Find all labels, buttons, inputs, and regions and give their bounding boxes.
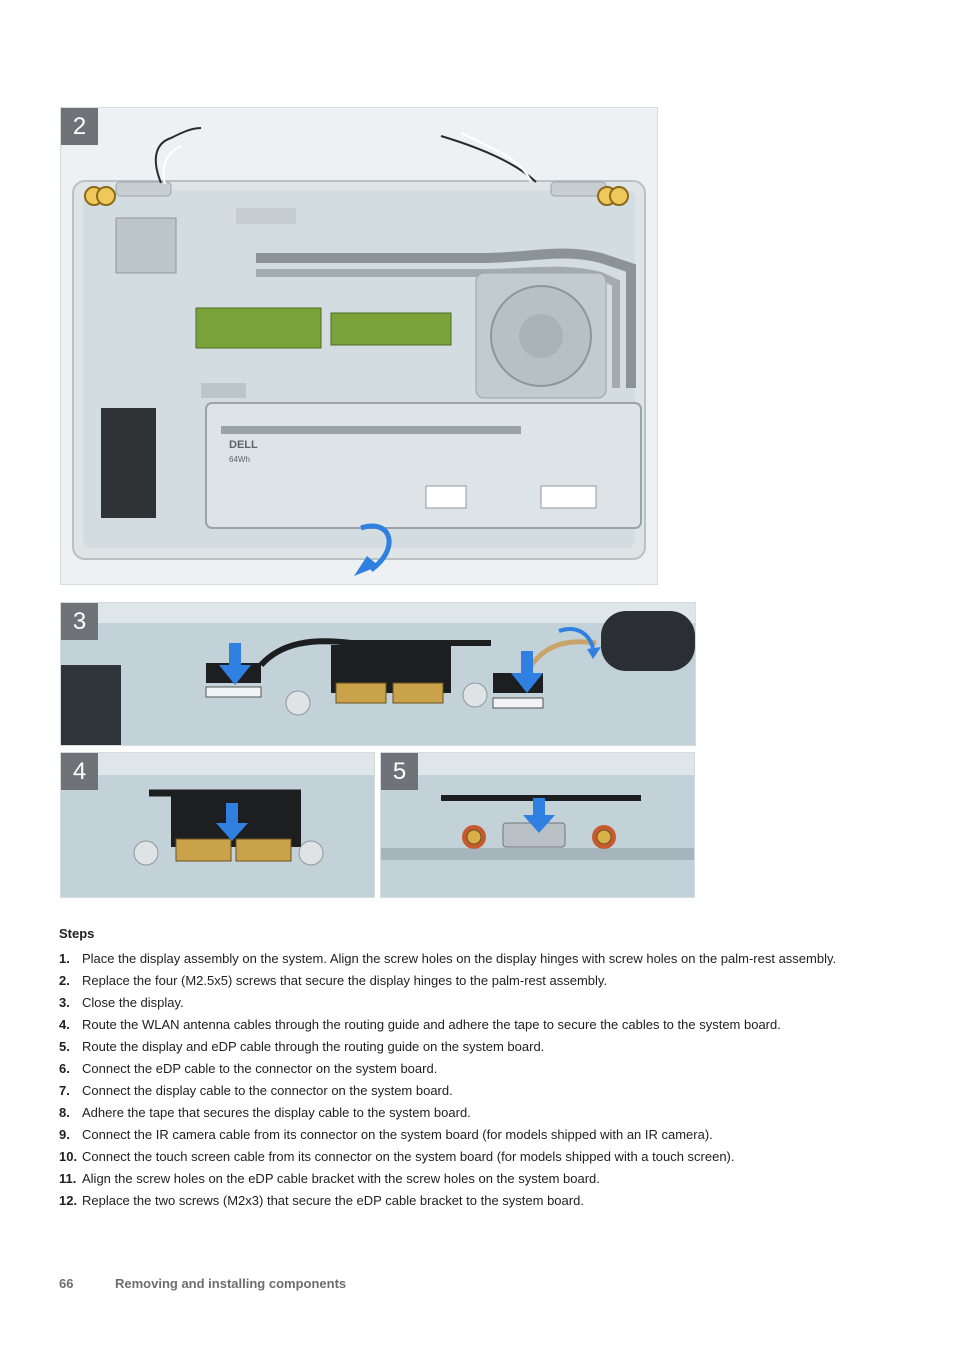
step-item: 6. Connect the eDP cable to the connector on the system board. xyxy=(59,1061,438,1076)
tape-illustration xyxy=(61,753,374,897)
step-item: 4. Route the WLAN antenna cables through the routing guide and adhere the tape to secure the cables to the system board. xyxy=(59,1017,781,1032)
step-item: 8. Adhere the tape that secures the display cable to the system board. xyxy=(59,1105,471,1120)
step-item: 7. Connect the display cable to the connector on the system board. xyxy=(59,1083,453,1098)
panel-badge-4: 4 xyxy=(61,753,98,790)
battery-capacity-label: 64Wh xyxy=(229,455,250,464)
panel-badge-2: 2 xyxy=(61,108,98,145)
step-item: 2. Replace the four (M2.5x5) screws that secure the display hinges to the palm-rest assembly. xyxy=(59,973,608,988)
step-item: 10. Connect the touch screen cable from its connector on the system board (for models shipped with a touch screen). xyxy=(59,1149,735,1164)
panel-badge-3: 3 xyxy=(61,603,98,640)
figure-panel-5 xyxy=(380,752,695,898)
step-item: 5. Route the display and eDP cable through the routing guide on the system board. xyxy=(59,1039,545,1054)
step-item: 9. Connect the IR camera cable from its connector on the system board (for models shipped with an IR camera). xyxy=(59,1127,713,1142)
page-number: 66 xyxy=(59,1276,74,1291)
step-item: 1. Place the display assembly on the system. Align the screw holes on the display hinges with screw holes on the palm-rest assembly. xyxy=(59,951,837,966)
section-title: Removing and installing components xyxy=(115,1276,347,1291)
steps-list xyxy=(59,950,889,1214)
figure-panel-2 xyxy=(60,107,658,585)
step-item: 12. Replace the two screws (M2x3) that secure the eDP cable bracket to the system board. xyxy=(59,1193,584,1208)
step-item: 11. Align the screw holes on the eDP cable bracket with the screw holes on the system board. xyxy=(59,1171,600,1186)
panel-badge-5: 5 xyxy=(381,753,418,790)
cable-connector-illustration xyxy=(61,603,695,745)
figure-panel-3 xyxy=(60,602,696,746)
bracket-illustration xyxy=(381,753,694,897)
steps-heading: Steps xyxy=(59,926,95,941)
step-item: 3. Close the display. xyxy=(59,995,184,1010)
figure-panel-4 xyxy=(60,752,375,898)
laptop-base-illustration xyxy=(61,108,657,584)
page-footer xyxy=(59,1276,346,1291)
battery-brand-label: DELL xyxy=(229,439,258,451)
